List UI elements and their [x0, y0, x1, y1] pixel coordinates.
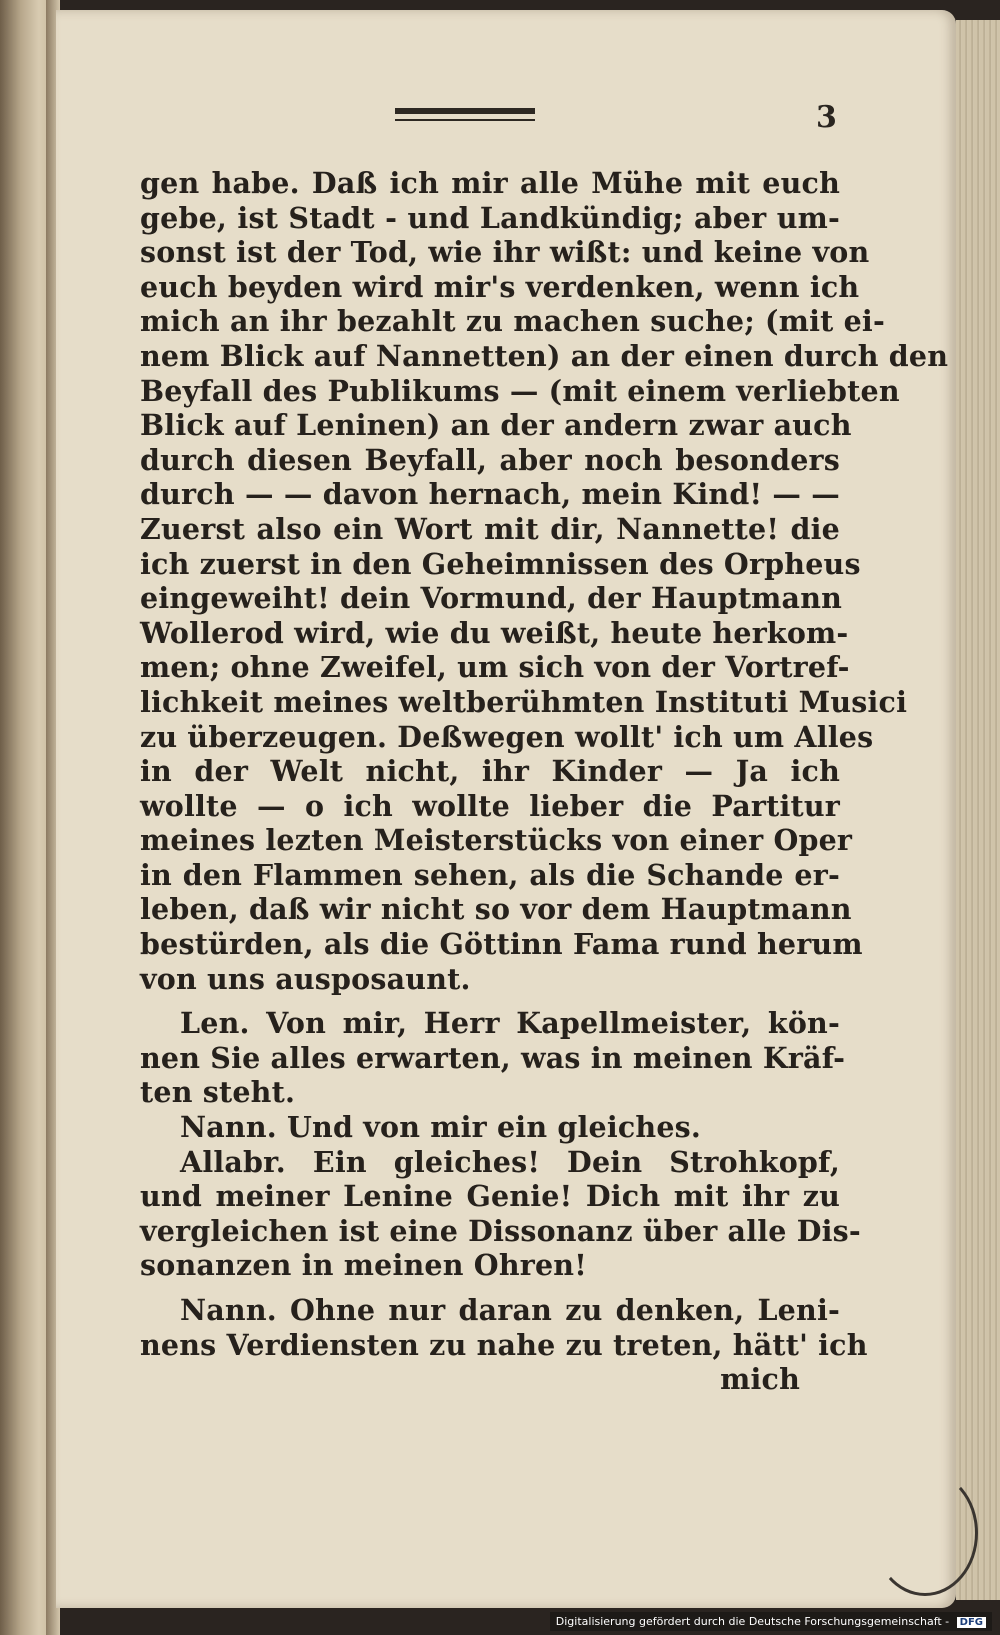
page-number: 3: [816, 100, 837, 135]
text-line: Wollerod wird, wie du weißt, heute herkom-: [140, 615, 849, 650]
left-page-edge: [0, 0, 52, 1635]
text-line: Blick auf Leninen) an der andern zwar auch: [140, 408, 852, 443]
text-line: von uns ausposaunt.: [140, 961, 471, 996]
text-line: durch — — davon hernach, mein Kind! — —: [140, 477, 840, 512]
dialogue-line-nannette: Nann. Und von mir ein gleiches.: [180, 1110, 702, 1145]
dialogue-line-allabr: und meiner Lenine Genie! Dich mit ihr zu: [140, 1179, 840, 1214]
dialogue-line-nannette: Nann. Ohne nur daran zu denken, Leni-: [180, 1293, 840, 1327]
body-text: [140, 166, 949, 1397]
text-line: leben, daß wir nicht so vor dem Hauptmann: [140, 892, 852, 927]
text-line: nem Blick auf Nannetten) an der einen durch den: [140, 338, 949, 373]
dialogue-line-allabr: vergleichen ist eine Dissonanz über alle Dis-: [140, 1213, 861, 1248]
text-line: ich zuerst in den Geheimnissen des Orpheus: [140, 546, 861, 581]
text-line: in den Flammen sehen, als die Schande er-: [140, 857, 840, 892]
dialogue-line-lenine: ten steht.: [140, 1075, 296, 1110]
text-line: sonst ist der Tod, wie ihr wißt: und keine von: [140, 235, 870, 270]
dialogue-line-nannette: nens Verdiensten zu nahe zu treten, hätt' ich: [140, 1327, 868, 1362]
dfg-logo-icon: DFG: [957, 1617, 986, 1628]
text-line: zu überzeugen. Deßwegen wollt' ich um Alles: [140, 719, 874, 754]
text-line: durch diesen Beyfall, aber noch besonders: [140, 442, 840, 477]
page-corner-curl: [872, 1470, 978, 1596]
text-line: mich an ihr bezahlt zu machen suche; (mit ei-: [140, 304, 885, 339]
text-line: men; ohne Zweifel, um sich von der Vortref-: [140, 650, 850, 685]
dialogue-line-allabr: sonanzen in meinen Ohren!: [140, 1248, 587, 1283]
digitization-credit: [550, 1612, 992, 1631]
text-line: lichkeit meines weltberühmten Instituti Musici: [140, 684, 908, 719]
catchword: mich: [720, 1362, 800, 1397]
text-line: meines lezten Meisterstücks von einer Oper: [140, 823, 853, 858]
text-line: Zuerst also ein Wort mit dir, Nannette! die: [140, 511, 840, 546]
text-line: gen habe. Daß ich mir alle Mühe mit euch: [140, 166, 840, 200]
header-rule-thin: [395, 119, 535, 121]
dialogue-line-lenine: Len. Von mir, Herr Kapellmeister, kön-: [180, 1006, 840, 1041]
text-line: bestürden, als die Göttinn Fama rund herum: [140, 927, 863, 962]
text-line: in der Welt nicht, ihr Kinder — Ja ich: [140, 754, 840, 789]
header-rule: [395, 108, 535, 114]
text-line: Beyfall des Publikums — (mit einem verliebten: [140, 373, 900, 408]
text-line: wollte — o ich wollte lieber die Partitur: [140, 788, 840, 823]
dialogue-line-lenine: nen Sie alles erwarten, was in meinen Kräf-: [140, 1040, 846, 1075]
text-line: eingeweiht! dein Vormund, der Hauptmann: [140, 581, 843, 616]
text-line: gebe, ist Stadt - und Landkündig; aber um-: [140, 200, 840, 235]
text-line: euch beyden wird mir's verdenken, wenn ich: [140, 269, 860, 304]
credit-text: Digitalisierung gefördert durch die Deutsche Forschungsgemeinschaft -: [555, 1615, 950, 1628]
dialogue-line-allabr: Allabr. Ein gleiches! Dein Strohkopf,: [180, 1144, 840, 1179]
page-stack-edges: [956, 20, 1000, 1600]
